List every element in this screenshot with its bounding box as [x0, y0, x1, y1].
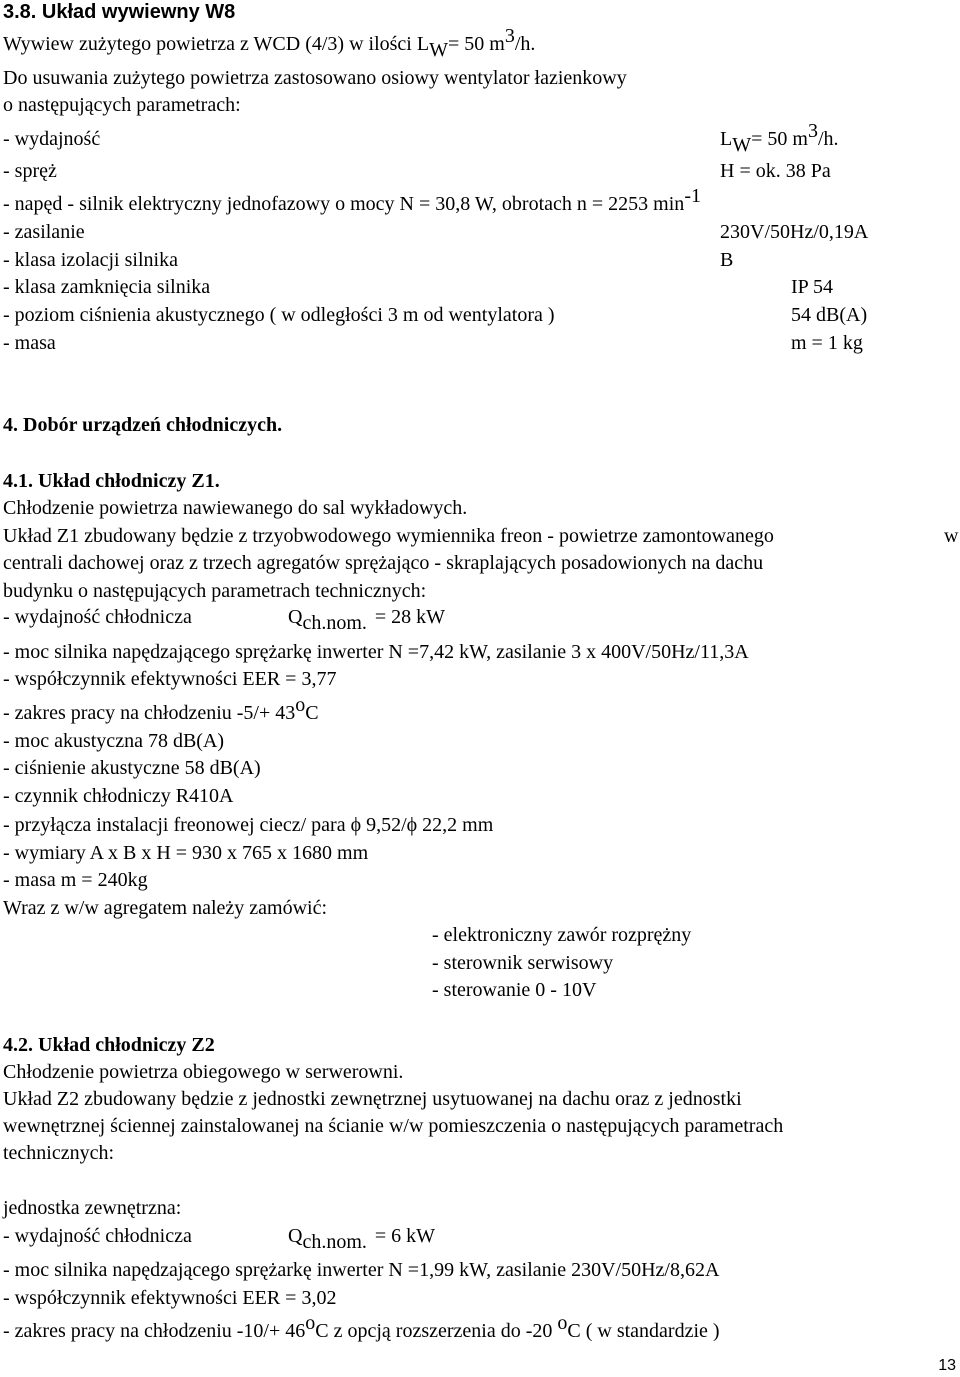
z1-extra-sterownik: - sterownik serwisowy: [432, 952, 614, 974]
z1-wydajnosc-label: - wydajność chłodnicza: [3, 606, 192, 628]
param-poziom-value: 54 dB(A): [791, 304, 868, 326]
z2-jednostka-zewnetrzna: jednostka zewnętrzna:: [3, 1197, 182, 1219]
section-3-8-intro: Wywiew zużytego powietrza z WCD (4/3) w ilości $L_W= 50$ $m^3/h$.: [3, 25, 536, 61]
section-4-2-line3: wewnętrznej ściennej zainstalowanej na ścianie w/w pomieszczenia o następujących parametrach: [3, 1115, 784, 1137]
z2-zakres: - zakres pracy na chłodzeniu $-10/+ 46^oC$ z opcją rozszerzenia do -20 $^o$C ( w standardzie ): [3, 1312, 720, 1342]
z1-wymiary: - wymiary A x B x H = 930 x 765 x 1680 mm: [3, 842, 369, 864]
param-izolacja-label: - klasa izolacji silnika: [3, 249, 178, 271]
param-sprez-value: H = ok. 38 Pa: [720, 160, 831, 182]
section-3-8-title: 3.8. Układ wywiewny W8: [3, 1, 236, 23]
z1-przylacza: - przyłącza instalacji freonowej ciecz/ para ϕ 9,52/ϕ 22,2 mm: [3, 814, 494, 836]
section-4-title: 4. Dobór urządzeń chłodniczych.: [3, 414, 283, 436]
param-naped: - napęd - silnik elektryczny jednofazowy o mocy N = 30,8 W, obrotach n = 2253 $\min^{-1}$: [3, 185, 701, 215]
z1-masa: - masa m = 240kg: [3, 869, 148, 891]
z1-czynnik: - czynnik chłodniczy R410A: [3, 785, 234, 807]
z1-extra-sterowanie: - sterowanie 0 - 10V: [432, 979, 597, 1001]
param-zamkniecie-label: - klasa zamknięcia silnika: [3, 276, 211, 298]
section-3-8-line2: Do usuwania zużytego powietrza zastosowano osiowy wentylator łazienkowy: [3, 67, 627, 89]
z1-eer: - współczynnik efektywności EER = 3,77: [3, 668, 337, 690]
page-number: 13: [938, 1357, 956, 1374]
param-poziom-label: - poziom ciśnienia akustycznego ( w odległości 3 m od wentylatora ): [3, 304, 555, 326]
param-sprez-label: - spręż: [3, 160, 57, 182]
z1-cisnienie-akustyczne: - ciśnienie akustyczne 58 dB(A): [3, 757, 261, 779]
param-wydajnosc-value: $L_W= 50$ $m^3/h$.: [720, 120, 839, 156]
param-zasilanie-label: - zasilanie: [3, 221, 85, 243]
param-zasilanie-value: 230V/50Hz/0,19A: [720, 221, 869, 243]
z2-wydajnosc-label: - wydajność chłodnicza: [3, 1225, 192, 1247]
param-zamkniecie-value: IP 54: [791, 276, 834, 298]
section-4-2-line2: Układ Z2 zbudowany będzie z jednostki zewnętrznej usytuowanej na dachu oraz z jednostki: [3, 1088, 742, 1110]
section-4-1-line2: Układ Z1 zbudowany będzie z trzyobwodowego wymiennika freon - powietrze zamontowanego: [3, 525, 774, 547]
z1-zakres: - zakres pracy na chłodzeniu $-5/+ 43^oC$: [3, 694, 319, 724]
section-4-1-line3: centrali dachowej oraz z trzech agregatów sprężająco - skraplających posadowionych na dachu: [3, 552, 764, 574]
section-4-1-line4: budynku o następujących parametrach technicznych:: [3, 580, 427, 602]
z2-wydajnosc-value: $Q_{ch.nom.} = 6$ kW: [288, 1225, 436, 1253]
section-3-8-line3: o następujących parametrach:: [3, 94, 241, 116]
z1-wydajnosc-value: $Q_{ch.nom.} = 28$ kW: [288, 606, 446, 634]
z1-extra-zawor: - elektroniczny zawór rozprężny: [432, 924, 692, 946]
section-4-1-line1: Chłodzenie powietrza nawiewanego do sal wykładowych.: [3, 497, 468, 519]
z1-moc-akustyczna: - moc akustyczna 78 dB(A): [3, 730, 225, 752]
param-izolacja-value: B: [720, 249, 734, 271]
section-4-2-line1: Chłodzenie powietrza obiegowego w serwerowni.: [3, 1061, 404, 1083]
z2-moc: - moc silnika napędzającego sprężarkę inwerter N =1,99 kW, zasilanie 230V/50Hz/8,62A: [3, 1259, 720, 1281]
z2-eer: - współczynnik efektywności EER = 3,02: [3, 1287, 337, 1309]
param-masa-label: - masa: [3, 332, 56, 354]
param-masa-value: m = 1 kg: [791, 332, 863, 354]
section-4-1-line2-w: w: [944, 525, 959, 547]
z1-moc: - moc silnika napędzającego sprężarkę inwerter N =7,42 kW, zasilanie 3 x 400V/50Hz/11,3A: [3, 641, 749, 663]
section-4-1-title: 4.1. Układ chłodniczy Z1.: [3, 470, 220, 492]
param-wydajnosc-label: - wydajność: [3, 128, 101, 150]
z1-wraz: Wraz z w/w agregatem należy zamówić:: [3, 897, 328, 919]
section-4-2-title: 4.2. Układ chłodniczy Z2: [3, 1034, 215, 1056]
section-4-2-line4: technicznych:: [3, 1142, 115, 1164]
